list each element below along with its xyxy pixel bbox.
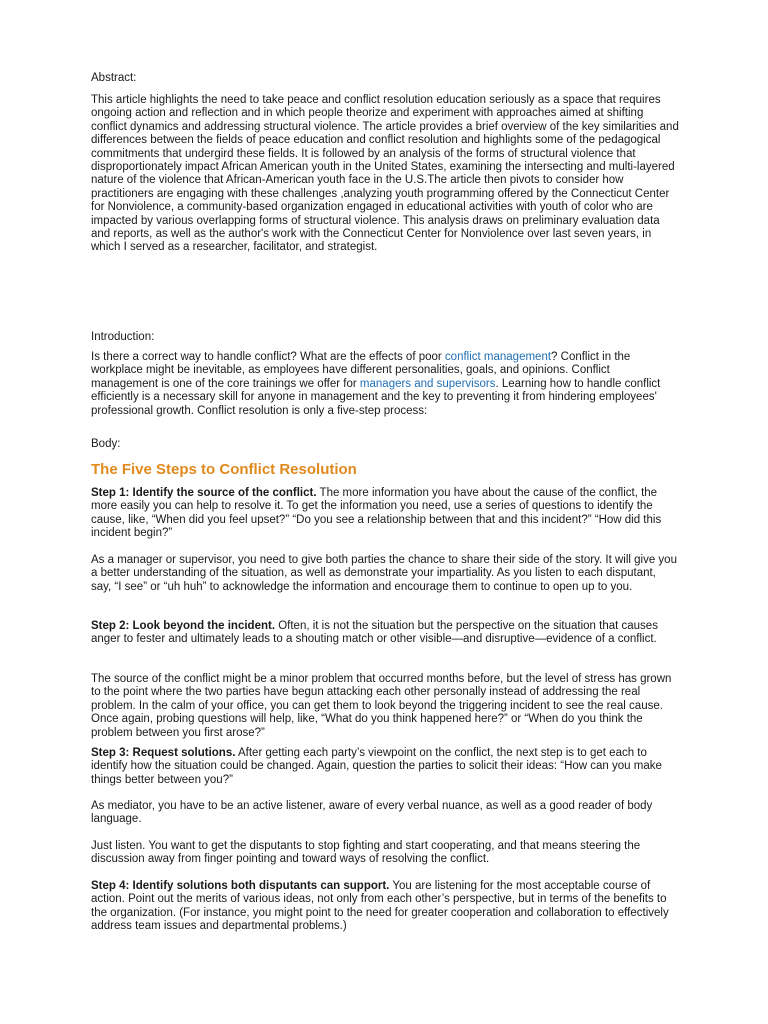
step3-title: Step 3: Request solutions. <box>91 747 236 759</box>
mediator-paragraph: As mediator, you have to be an active listener, aware of every verbal nuance, as well as a good reader of body language. <box>91 800 653 826</box>
just-listen-paragraph: Just listen. You want to get the disputants to stop fighting and start cooperating, and that means steering the discussion away from finger pointing and toward ways of resolving the conflict. <box>91 840 641 866</box>
step2-followup-paragraph: The source of the conflict might be a minor problem that occurred months before, but the level of stress has grown to the point where the two parties have begun attacking each other personally instead of addressing the real problem. In the calm of your office, you can get them to look beyond the triggering incident to see the real cause. Once again, probing questions will help, like, “What do you think happened here?” or “When do you think the problem between you first arose?” <box>91 673 672 739</box>
managers-supervisors-link[interactable]: managers and supervisors <box>359 377 496 390</box>
conflict-management-link[interactable]: conflict management <box>444 351 552 363</box>
step1-paragraph: Step 1: Identify the source of the conflict. The more information you have about the cause of the conflict, the more easily you can help to resolve it. To get the information you need, use a series of questions to identify the cause, like, “When did you feel upset?” “Do you see a relationship between that and this incident?” “How did this incident begin?” <box>91 487 662 540</box>
step2-paragraph: Step 2: Look beyond the incident. Often, it is not the situation but the perspective on the situation that causes anger to fester and ultimately leads to a shouting match or other visible—and disruptive—evidence of a conflict. <box>91 620 658 646</box>
step1-followup-paragraph: As a manager or supervisor, you need to give both parties the chance to share their side of the story. It will give you a better understanding of the situation, as well as demonstrate your impartiality. As you listen to each disputant, say, “I see” or “uh huh” to acknowledge the information and encourage them to continue to open up to you. <box>91 554 677 593</box>
abstract-text: This article highlights the need to take peace and conflict resolution education seriously as a space that requires ongoing action and reflection and in which people theorize and experiment with approaches aimed at shifting conflict dynamics and addressing structural violence. The article provides a brief overview of the key similarities and differences between the fields of peace education and conflict resolution and highlights some of the pedagogical commitments that undergird these fields. It is followed by an analysis of the forms of structural violence that disproportionately impact African American youth in the United States, examining the intersecting and multi-layered nature of the violence that African-American youth face in the U.S.The article then pivots to consider how practitioners are engaging with these challenges ,analyzing youth programming offered by the Connecticut Center for Nonviolence, a community-based organization engaged in educational activities with youth of color who are impacted by various overlapping forms of structural violence. This analysis draws on preliminary evaluation data and reports, as well as the author's work with the Connecticut Center for Nonviolence over last seven years, in which I served as a researcher, facilitator, and strategist. <box>91 94 679 254</box>
section-heading: The Five Steps to Conflict Resolution <box>91 461 357 478</box>
step3-paragraph: Step 3: Request solutions. After getting each party’s viewpoint on the conflict, the next step is to get each to identify how the situation could be changed. Again, question the parties to solicit their ideas: “How can you make things better between you?” <box>91 747 662 786</box>
step4-paragraph: Step 4: Identify solutions both disputants can support. You are listening for the most acceptable course of action. Point out the merits of various ideas, not only from each other’s perspective, but in terms of the benefits to the organization. (For instance, you might point to the need for greater cooperation and collaboration to effectively address team issues and departmental problems.) <box>91 880 669 933</box>
introduction-label: Introduction: <box>91 331 155 343</box>
body-label: Body: <box>91 438 121 450</box>
step1-title: Step 1: Identify the source of the conflict. <box>91 487 317 499</box>
abstract-label: Abstract: <box>91 72 137 84</box>
step2-title: Step 2: Look beyond the incident. <box>91 620 276 632</box>
introduction-text: Is there a correct way to handle conflict? What are the effects of poor conflict management? Conflict in the workplace might be inevitable, as employees have different personalities, goals, and opinions. Conflict management is one of the core trainings we offer for managers and supervisors. Learning how to handle conflict efficiently is a necessary skill for anyone in management and the key to preventing it from hindering employees' professional growth. Conflict resolution is only a five-step process: <box>91 351 661 417</box>
step4-title: Step 4: Identify solutions both disputants can support. <box>91 880 390 892</box>
